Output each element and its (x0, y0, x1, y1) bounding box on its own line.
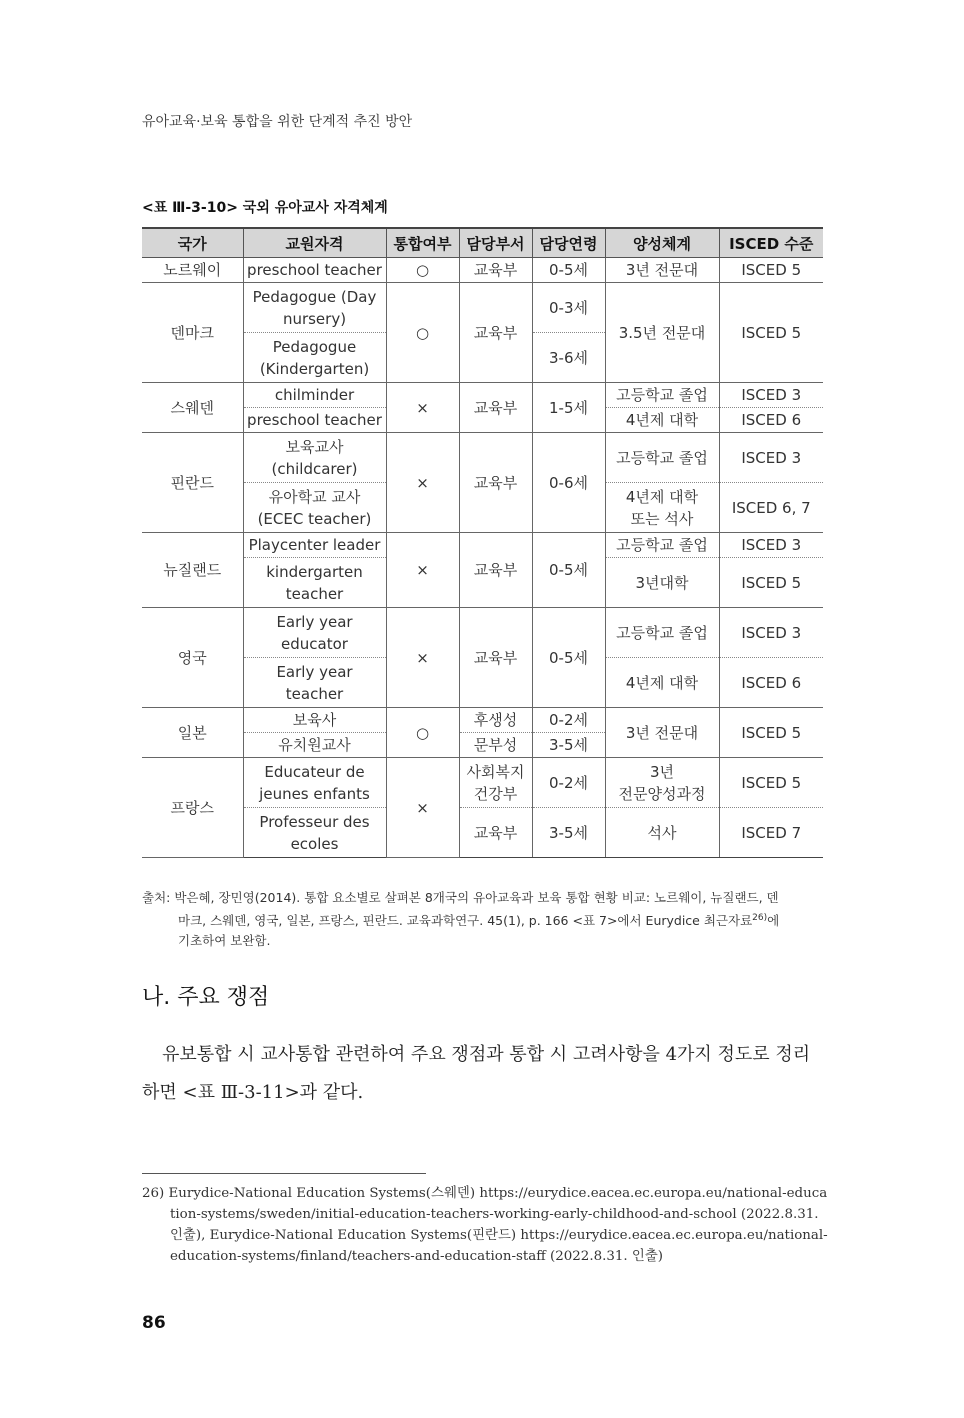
age-cell: 0-2세 (532, 758, 605, 808)
isced-cell: ISCED 5 (719, 258, 823, 283)
header-ministry: 담당부서 (459, 228, 532, 258)
qualification-cell: Playcenter leader (243, 533, 386, 558)
running-head: 유아교육·보육 통합을 위한 단계적 추진 방안 (142, 114, 413, 130)
source-line: 기초하여 보완함. (178, 933, 271, 949)
age-cell: 0-5세 (532, 608, 605, 708)
qualification-cell: Early year teacher (243, 658, 386, 708)
integration-cell: × (386, 533, 459, 608)
integration-cell: ○ (386, 283, 459, 383)
isced-cell: ISCED 3 (719, 608, 823, 658)
table-row (142, 383, 823, 408)
header-country: 국가 (142, 228, 243, 258)
header-row (142, 228, 823, 258)
isced-cell: ISCED 6 (719, 658, 823, 708)
training-cell: 고등학교 졸업 (605, 533, 719, 558)
training-cell (605, 483, 719, 533)
isced-cell: ISCED 6, 7 (719, 483, 823, 533)
body-paragraph: 유보통합 시 교사통합 관련하여 주요 쟁점과 통합 시 고려사항을 4가지 정도로 정리하면 <표 Ⅲ-3-11>과 같다. (142, 1044, 811, 1103)
isced-cell: ISCED 5 (719, 758, 823, 808)
table-caption: <표 Ⅲ-3-10> 국외 유아교사 자격체계 (142, 200, 388, 216)
training-line: 3년 (649, 762, 675, 781)
country-cell: 뉴질랜드 (142, 533, 243, 608)
header-isced: ISCED 수준 (719, 228, 823, 258)
table-row (142, 258, 823, 283)
age-cell: 0-6세 (532, 433, 605, 533)
isced-cell: ISCED 3 (719, 383, 823, 408)
training-cell: 3년 전문대 (605, 708, 719, 758)
footnote-text: 26) Eurydice-National Education Systems(스웨덴) https://eurydice.eacea.ec.europa.eu/national-education-systems/sweden/initial-education-teachers-working-early-childhood-and-school (2022.8.31. 인출), Eurydice-National Education Systems(핀란드) https://eurydice.eacea.ec.europa.eu/national-education-systems/finland/teachers-and-education-staff (2022.8.31. 인출) (142, 1186, 828, 1264)
training-cell: 석사 (605, 808, 719, 858)
ministry-cell: 교육부 (459, 608, 532, 708)
qualification-cell: Pedagogue (Kindergarten) (243, 333, 386, 383)
ministry-line: 건강부 (473, 784, 518, 803)
qualification-cell: Pedagogue (Day nursery) (243, 283, 386, 333)
ministry-cell: 교육부 (459, 383, 532, 433)
country-cell: 스웨덴 (142, 383, 243, 433)
training-cell: 고등학교 졸업 (605, 383, 719, 408)
age-cell: 0-5세 (532, 258, 605, 283)
qualification-cell: Educateur de jeunes enfants (243, 758, 386, 808)
source-line: 출처: 박은혜, 장민영(2014). 통합 요소별로 살펴본 8개국의 유아교육과 보육 통합 현황 비교: 노르웨이, 뉴질랜드, 덴 (142, 890, 779, 905)
age-cell: 0-5세 (532, 533, 605, 608)
source-line (142, 908, 832, 931)
ministry-cell: 후생성 (459, 708, 532, 733)
footnote-ref[interactable]: 26) (752, 913, 768, 923)
ministry-cell: 교육부 (459, 258, 532, 283)
qualification-cell: 보육사 (243, 708, 386, 733)
table-row (142, 808, 823, 858)
table-row (142, 758, 823, 808)
qualification-cell: preschool teacher (243, 258, 386, 283)
qualification-cell (243, 483, 386, 533)
integration-cell: ○ (386, 708, 459, 758)
section-heading: 나. 주요 쟁점 (142, 985, 270, 1010)
isced-cell: ISCED 6 (719, 408, 823, 433)
source-text: 마크, 스웨덴, 영국, 일본, 프랑스, 핀란드. 교육과학연구. 45(1), p. 166 <표 7>에서 Eurydice 최근자료 (178, 913, 753, 929)
ministry-cell: 교육부 (459, 283, 532, 383)
age-cell: 3-5세 (532, 808, 605, 858)
training-line: 또는 석사 (630, 509, 694, 528)
page-number: 86 (142, 1313, 166, 1333)
training-line: 전문양성과정 (618, 784, 706, 803)
training-line: 4년제 대학 (625, 487, 699, 506)
training-cell: 4년제 대학 (605, 408, 719, 433)
ministry-cell: 교육부 (459, 808, 532, 858)
country-cell: 프랑스 (142, 758, 243, 858)
integration-cell: ○ (386, 258, 459, 283)
isced-cell: ISCED 3 (719, 533, 823, 558)
age-cell: 0-3세 (532, 283, 605, 333)
qualification-cell: chilminder (243, 383, 386, 408)
age-cell: 0-2세 (532, 708, 605, 733)
qualification-cell: Early year educator (243, 608, 386, 658)
training-cell: 3년대학 (605, 558, 719, 608)
table-row (142, 608, 823, 658)
isced-cell: ISCED 5 (719, 708, 823, 758)
source-text: 에 (767, 913, 780, 929)
age-cell: 3-6세 (532, 333, 605, 383)
qualification-table (142, 227, 823, 858)
source-note (142, 888, 832, 951)
country-cell: 영국 (142, 608, 243, 708)
training-cell: 고등학교 졸업 (605, 608, 719, 658)
table-row (142, 433, 823, 483)
header-training: 양성체계 (605, 228, 719, 258)
training-cell: 3.5년 전문대 (605, 283, 719, 383)
header-qualification: 교원자격 (243, 228, 386, 258)
training-cell: 3년 전문대 (605, 258, 719, 283)
integration-cell: × (386, 383, 459, 433)
isced-cell: ISCED 5 (719, 558, 823, 608)
qualification-cell (243, 433, 386, 483)
training-cell (605, 758, 719, 808)
table-row (142, 708, 823, 733)
ministry-cell: 교육부 (459, 433, 532, 533)
qualification-line: (childcarer) (271, 459, 358, 478)
qualification-cell: 유치원교사 (243, 733, 386, 758)
table-row (142, 533, 823, 558)
isced-cell: ISCED 3 (719, 433, 823, 483)
country-cell: 노르웨이 (142, 258, 243, 283)
footnote-divider (142, 1173, 426, 1174)
country-cell: 핀란드 (142, 433, 243, 533)
qualification-line: (ECEC teacher) (257, 509, 372, 528)
age-cell: 1-5세 (532, 383, 605, 433)
qualification-line: 보육교사 (285, 437, 344, 456)
age-cell: 3-5세 (532, 733, 605, 758)
qualification-cell: preschool teacher (243, 408, 386, 433)
country-cell: 덴마크 (142, 283, 243, 383)
header-integration: 통합여부 (386, 228, 459, 258)
training-cell: 고등학교 졸업 (605, 433, 719, 483)
ministry-cell: 문부성 (459, 733, 532, 758)
training-cell: 4년제 대학 (605, 658, 719, 708)
qualification-cell: Professeur des ecoles (243, 808, 386, 858)
country-cell: 일본 (142, 708, 243, 758)
integration-cell: × (386, 433, 459, 533)
integration-cell: × (386, 608, 459, 708)
ministry-line: 사회복지 (466, 762, 525, 781)
footnote (142, 1183, 832, 1267)
isced-cell: ISCED 5 (719, 283, 823, 383)
table-row (142, 283, 823, 333)
ministry-cell: 교육부 (459, 533, 532, 608)
qualification-line: 유아학교 교사 (268, 487, 361, 506)
qualification-cell: kindergarten teacher (243, 558, 386, 608)
header-age: 담당연령 (532, 228, 605, 258)
isced-cell: ISCED 7 (719, 808, 823, 858)
ministry-cell (459, 758, 532, 808)
integration-cell: × (386, 758, 459, 858)
